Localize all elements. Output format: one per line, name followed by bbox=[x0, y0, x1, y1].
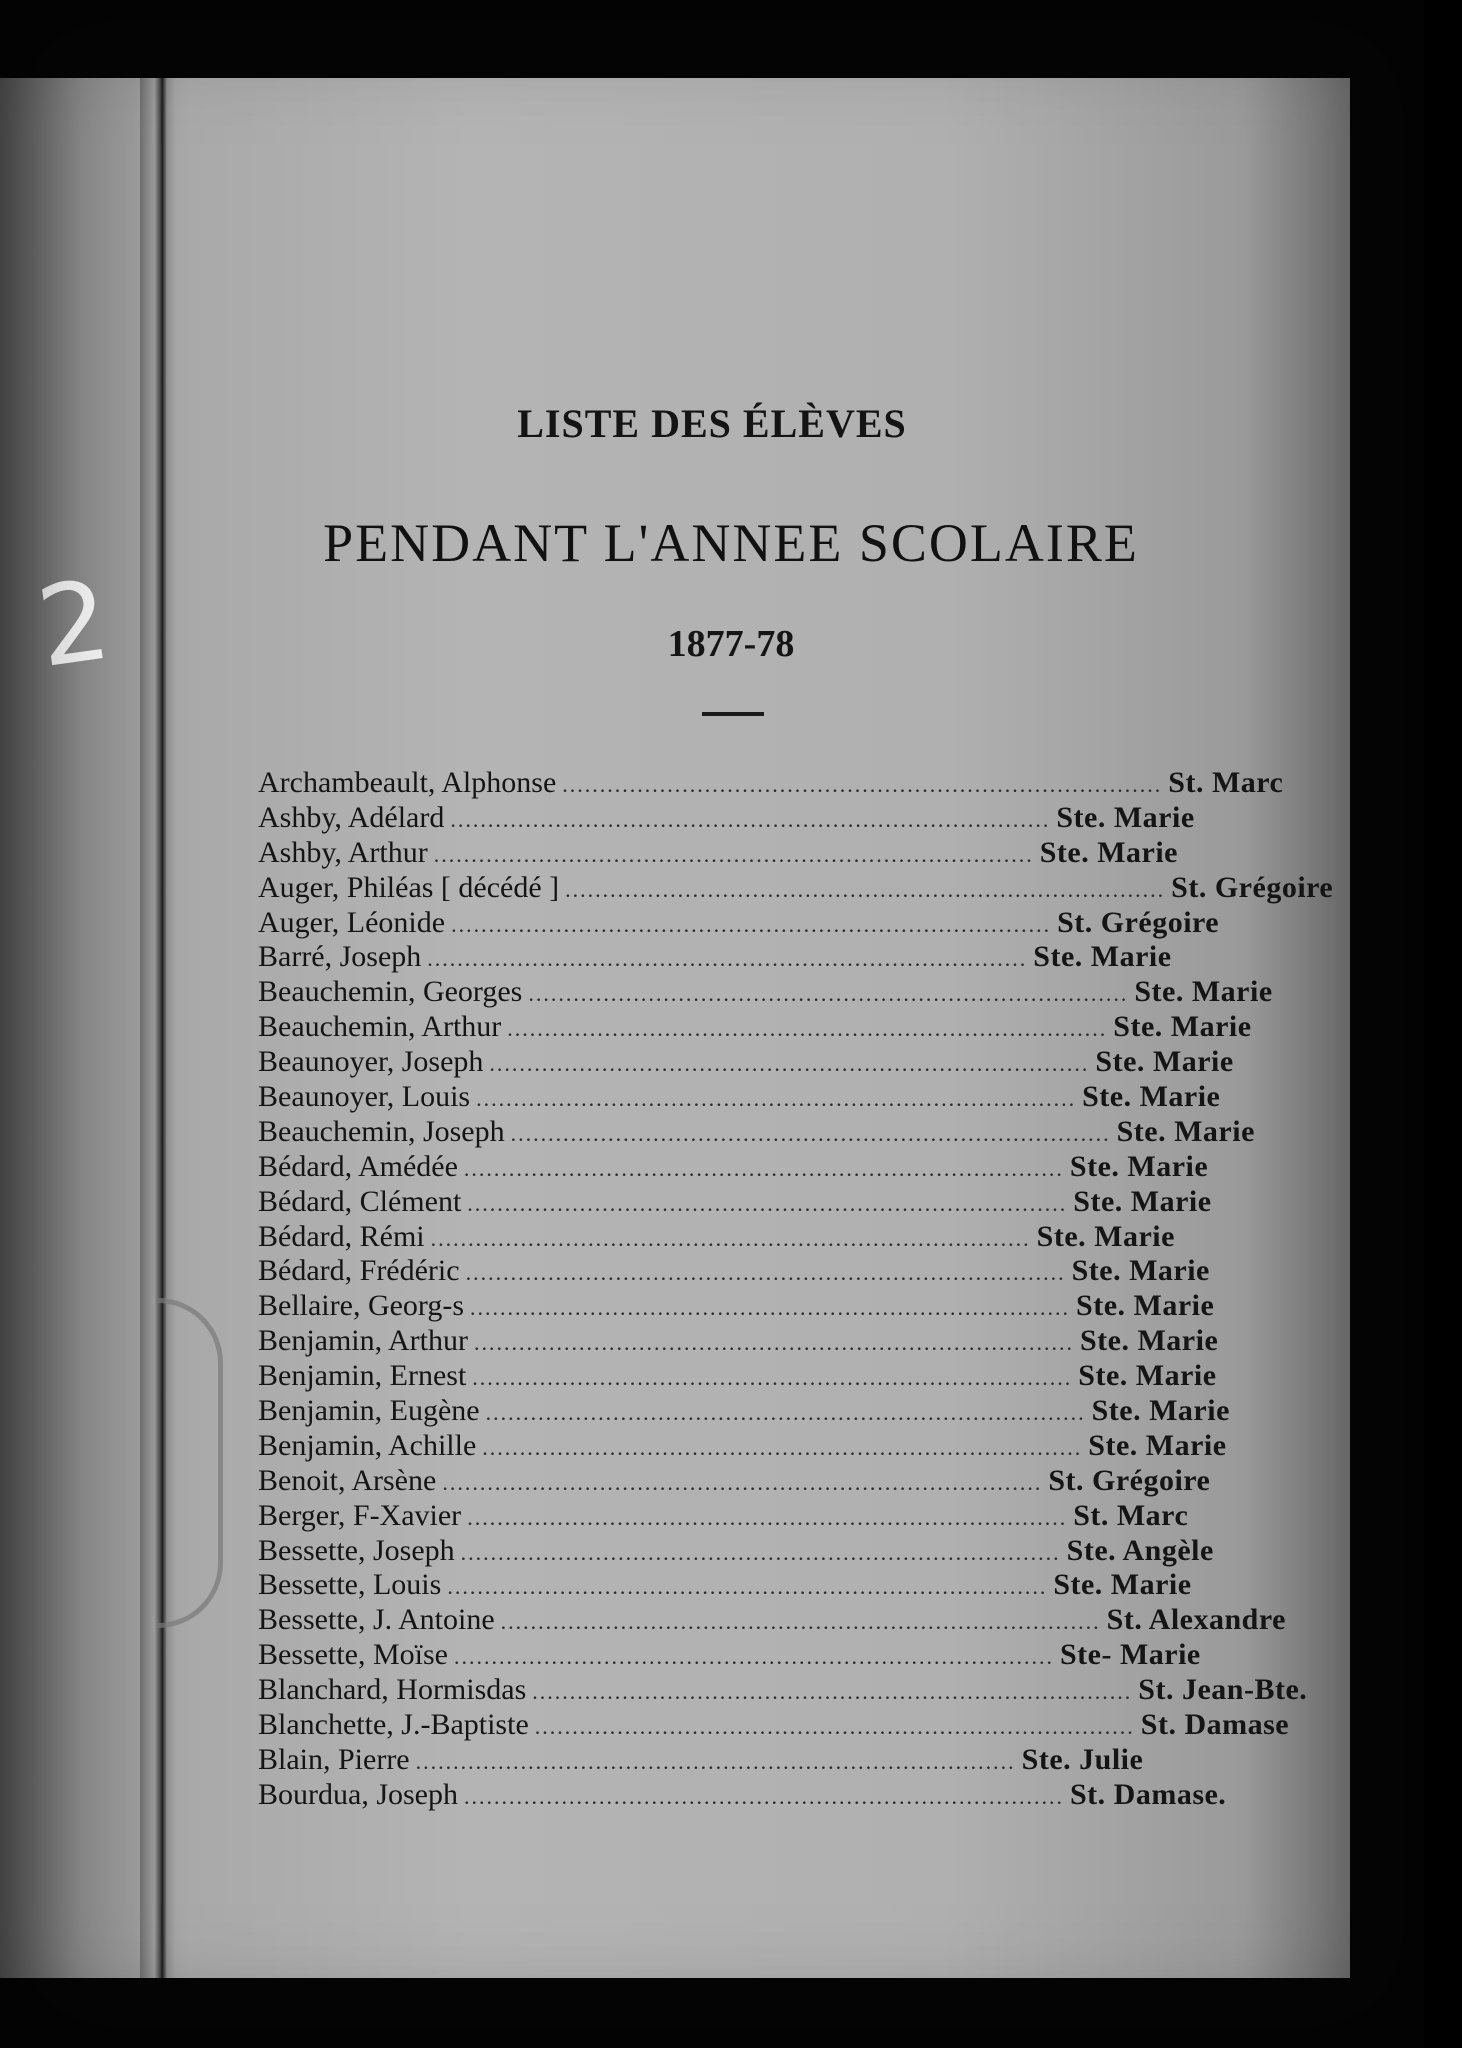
dot-leader: ................................................................................ bbox=[460, 1539, 1061, 1565]
student-parish: Ste. Marie bbox=[1069, 1149, 1209, 1183]
student-parish: Ste. Marie bbox=[1113, 1010, 1252, 1044]
student-entry bbox=[258, 940, 1172, 975]
student-entry bbox=[258, 800, 1195, 836]
student-name: Benjamin, Ernest bbox=[258, 1359, 467, 1393]
student-parish: Ste. Marie bbox=[1095, 1045, 1234, 1079]
student-entry bbox=[258, 1219, 1175, 1255]
student-entry bbox=[258, 1184, 1212, 1220]
student-name: Beaunoyer, Joseph bbox=[258, 1045, 484, 1079]
student-parish: Ste. Marie bbox=[1091, 1394, 1230, 1428]
dot-leader: ................................................................................ bbox=[470, 1295, 1071, 1321]
student-name: Benjamin, Arthur bbox=[258, 1324, 468, 1358]
pencil-margin-mark: 2 bbox=[30, 555, 118, 693]
student-parish: St. Damase. bbox=[1069, 1777, 1227, 1811]
dot-leader: ................................................................................ bbox=[442, 1469, 1043, 1495]
student-parish: Ste. Marie bbox=[1039, 835, 1178, 869]
student-name: Auger, Léonide bbox=[258, 905, 446, 939]
student-entry bbox=[258, 905, 1220, 941]
student-parish: St. Grégoire bbox=[1171, 870, 1334, 904]
dot-leader: ................................................................................ bbox=[447, 1574, 1048, 1600]
student-name: Bédard, Rémi bbox=[258, 1219, 425, 1253]
dot-leader: ................................................................................ bbox=[465, 1260, 1066, 1286]
student-name: Ashby, Adélard bbox=[258, 800, 445, 834]
student-entry bbox=[258, 1254, 1210, 1289]
student-entry bbox=[258, 1708, 1290, 1743]
student-parish: Ste. Marie bbox=[1053, 1568, 1192, 1602]
student-entry bbox=[258, 1289, 1215, 1324]
student-name: Bellaire, Georg-s bbox=[258, 1289, 465, 1323]
dot-leader: ................................................................................ bbox=[565, 876, 1166, 902]
dot-leader: ................................................................................ bbox=[415, 1748, 1016, 1774]
student-name: Benoit, Arsène bbox=[258, 1463, 437, 1497]
student-entry bbox=[258, 1080, 1221, 1115]
student-parish: Ste. Marie bbox=[1082, 1080, 1221, 1114]
student-entry bbox=[258, 1673, 1308, 1708]
dot-leader: ................................................................................ bbox=[500, 1609, 1101, 1635]
student-name: Auger, Philéas [ décédé ] bbox=[258, 870, 560, 904]
student-entry bbox=[258, 835, 1178, 871]
student-name: Beauchemin, Georges bbox=[258, 975, 523, 1009]
student-entry bbox=[258, 1114, 1255, 1150]
dot-leader: ................................................................................ bbox=[467, 1190, 1068, 1216]
title-divider bbox=[702, 712, 764, 716]
student-name: Berger, F-Xavier bbox=[258, 1498, 462, 1532]
dot-leader: ................................................................................ bbox=[476, 1086, 1077, 1112]
dot-leader: ................................................................................ bbox=[532, 1679, 1133, 1705]
dot-leader: ................................................................................ bbox=[451, 911, 1052, 937]
dot-leader: ................................................................................ bbox=[489, 1051, 1090, 1077]
dot-leader: ................................................................................ bbox=[463, 1155, 1064, 1181]
student-name: Barré, Joseph bbox=[258, 940, 422, 974]
student-name: Beauchemin, Joseph bbox=[258, 1114, 505, 1148]
dot-leader: ................................................................................ bbox=[427, 946, 1028, 972]
student-name: Beaunoyer, Louis bbox=[258, 1080, 471, 1114]
dot-leader: ................................................................................ bbox=[472, 1365, 1073, 1391]
page-title: LISTE DES ÉLÈVES bbox=[517, 401, 907, 446]
student-parish: Ste. Marie bbox=[1088, 1428, 1227, 1462]
student-parish: St. Alexandre bbox=[1106, 1603, 1286, 1637]
dot-leader: ................................................................................ bbox=[510, 1120, 1111, 1146]
student-parish: Ste. Marie bbox=[1134, 975, 1273, 1009]
student-name: Bessette, J. Antoine bbox=[258, 1603, 495, 1637]
student-entry bbox=[258, 1568, 1192, 1603]
student-name: Bessette, Louis bbox=[258, 1568, 442, 1602]
student-entry bbox=[258, 1149, 1209, 1185]
dot-leader: ................................................................................ bbox=[430, 1225, 1031, 1251]
student-parish: Ste- Marie bbox=[1059, 1638, 1201, 1672]
student-name: Ashby, Arthur bbox=[258, 835, 428, 869]
dot-leader: ................................................................................ bbox=[562, 772, 1163, 797]
student-name: Bessette, Moïse bbox=[258, 1638, 448, 1672]
dot-leader: ................................................................................ bbox=[534, 1714, 1135, 1740]
binding-fold bbox=[140, 78, 176, 1978]
student-parish: St. Jean-Bte. bbox=[1138, 1673, 1308, 1707]
dot-leader: ................................................................................ bbox=[482, 1434, 1083, 1460]
student-entry bbox=[258, 1498, 1189, 1534]
student-entry bbox=[258, 1359, 1217, 1394]
dot-leader: ................................................................................ bbox=[453, 1644, 1054, 1670]
student-name: Bourdua, Joseph bbox=[258, 1777, 458, 1811]
student-entry bbox=[258, 1324, 1219, 1359]
student-parish: St. Marc bbox=[1073, 1498, 1189, 1532]
student-parish: St. Grégoire bbox=[1057, 905, 1220, 939]
student-entry bbox=[258, 1638, 1201, 1673]
student-entry bbox=[258, 1777, 1227, 1813]
student-name: Bédard, Frédéric bbox=[258, 1254, 460, 1288]
student-name: Bédard, Amédée bbox=[258, 1149, 458, 1183]
student-name: Bédard, Clément bbox=[258, 1184, 462, 1218]
student-parish: Ste. Marie bbox=[1036, 1219, 1175, 1253]
student-parish: St. Damase bbox=[1140, 1708, 1290, 1742]
student-parish: St. Grégoire bbox=[1048, 1463, 1211, 1497]
page-subtitle: PENDANT L'ANNEE SCOLAIRE bbox=[323, 513, 1139, 573]
student-parish: Ste. Marie bbox=[1073, 1184, 1212, 1218]
student-name: Archambeault, Alphonse bbox=[258, 766, 557, 799]
student-entry bbox=[258, 975, 1273, 1010]
student-entry bbox=[258, 1394, 1230, 1429]
student-entry bbox=[258, 1045, 1234, 1080]
dot-leader: ................................................................................ bbox=[450, 806, 1051, 832]
student-name: Benjamin, Achille bbox=[258, 1428, 477, 1462]
dot-leader: ................................................................................ bbox=[463, 1783, 1064, 1809]
student-parish: Ste. Marie bbox=[1079, 1324, 1219, 1358]
student-parish: Ste. Angèle bbox=[1066, 1533, 1214, 1567]
dot-leader: ................................................................................ bbox=[433, 841, 1034, 867]
student-entry bbox=[258, 1428, 1227, 1464]
dot-leader: ................................................................................ bbox=[467, 1504, 1068, 1530]
student-name: Benjamin, Eugène bbox=[258, 1394, 480, 1428]
student-name: Blanchette, J.-Baptiste bbox=[258, 1708, 529, 1742]
student-entry bbox=[258, 870, 1334, 906]
student-parish: Ste. Marie bbox=[1056, 800, 1195, 834]
student-parish: Ste. Marie bbox=[1078, 1359, 1217, 1393]
student-name: Beauchemin, Arthur bbox=[258, 1010, 502, 1044]
student-parish: Ste. Julie bbox=[1021, 1742, 1144, 1776]
student-parish: Ste. Marie bbox=[1071, 1254, 1210, 1288]
student-name: Blanchard, Hormisdas bbox=[258, 1673, 527, 1707]
student-entry bbox=[258, 1742, 1144, 1778]
dot-leader: ................................................................................ bbox=[485, 1400, 1086, 1426]
school-year: 1877-78 bbox=[667, 623, 795, 665]
student-list bbox=[258, 766, 1334, 1813]
student-name: Bessette, Joseph bbox=[258, 1533, 455, 1567]
binding-thread bbox=[158, 1298, 223, 1628]
student-entry bbox=[258, 1533, 1214, 1569]
student-entry bbox=[258, 766, 1284, 801]
dot-leader: ................................................................................ bbox=[507, 1016, 1108, 1042]
student-entry bbox=[258, 1463, 1211, 1499]
student-parish: Ste. Marie bbox=[1033, 940, 1172, 974]
student-parish: St. Marc bbox=[1168, 766, 1284, 799]
student-parish: Ste. Marie bbox=[1116, 1114, 1255, 1148]
student-entry bbox=[258, 1010, 1252, 1045]
dot-leader: ................................................................................ bbox=[473, 1330, 1074, 1356]
student-entry bbox=[258, 1603, 1286, 1638]
dot-leader: ................................................................................ bbox=[528, 981, 1129, 1007]
student-parish: Ste. Marie bbox=[1076, 1289, 1215, 1323]
student-name: Blain, Pierre bbox=[258, 1742, 410, 1776]
